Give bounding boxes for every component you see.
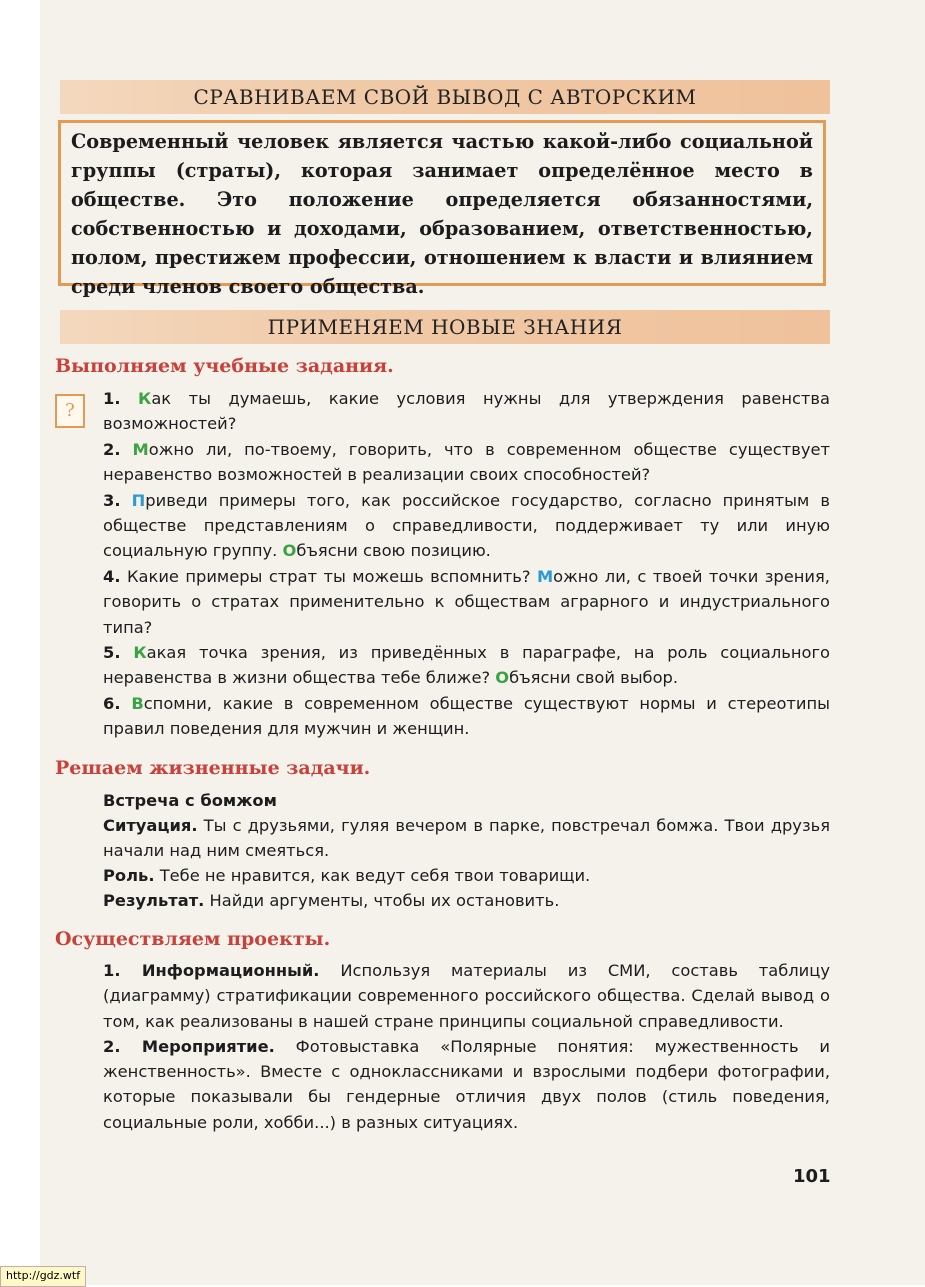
task-item: [103, 386, 830, 437]
project-label: 2. Мероприятие.: [103, 1036, 275, 1056]
task-item: [103, 564, 830, 640]
section-tasks-title: Выполняем учебные задания.: [55, 355, 394, 377]
project-label: 1. Информационный.: [103, 961, 320, 980]
watermark-link[interactable]: http://gdz.wtf: [0, 1266, 86, 1287]
project-item: [103, 1034, 830, 1135]
page-margin: [0, 0, 40, 1285]
section-projects-title: Осуществляем проекты.: [55, 928, 331, 950]
task-initial: П: [131, 490, 146, 510]
header-band-apply: ПРИМЕНЯЕМ НОВЫЕ ЗНАНИЯ: [60, 310, 830, 344]
author-conclusion-box: Современный человек является частью какой-либо социальной группы (страты), которая занимает определённое место в обществе. Это положение определяется обязанностями, собственностью и доходами, образованием, ответственностью, полом, престижем профессии, отношением к власти и влиянием среди членов своего общества.: [58, 120, 826, 286]
task-text-second: ожно ли, с твоей точки зрения, говорить о стратах применительно к обществам аграрного и индустриального типа?: [103, 566, 830, 637]
story-title: Встреча с бомжом: [103, 791, 277, 810]
task-number: 1.: [103, 389, 121, 408]
task-initial-second: О: [495, 668, 510, 688]
situation-text: Ты с друзьями, гуляя вечером в парке, повстречал бомжа. Твои друзья начали над ним смеяться.: [103, 816, 830, 860]
task-text: ак ты думаешь, какие условия нужны для утверждения равенства возможностей?: [103, 389, 830, 434]
task-number: 2.: [103, 439, 121, 459]
task-item: [103, 437, 830, 488]
page-number: 101: [793, 1166, 831, 1187]
project-list: [103, 958, 830, 1135]
task-text: риведи примеры того, как российское государство, согласно принятым в обществе представлениям о справедливости, поддерживает ту или иную социальную группу.: [103, 490, 830, 561]
task-initial: М: [132, 439, 149, 459]
task-initial: В: [131, 693, 144, 713]
task-initial-second: О: [282, 541, 297, 561]
task-list: [103, 386, 830, 742]
task-initial: К: [138, 389, 152, 408]
task-text-second: бъясни свою позицию.: [296, 541, 491, 561]
question-icon: ?: [55, 394, 85, 428]
life-situation: [103, 788, 830, 913]
project-item: [103, 958, 830, 1034]
role-text: Тебе не нравится, как ведут себя твои товарищи.: [154, 866, 591, 885]
task-text: Какие примеры страт ты можешь вспомнить?: [126, 566, 537, 586]
task-initial: К: [133, 643, 147, 663]
project-text: Используя материалы из СМИ, составь таблицу (диаграмму) стратификации современного российского общества. Сделай вывод о том, как реализованы в нашей стране принципы социальной справедливости.: [103, 961, 830, 1031]
task-text-second: бъясни свой выбор.: [509, 668, 679, 688]
task-item: [103, 691, 830, 742]
section-life-title: Решаем жизненные задачи.: [55, 757, 371, 779]
task-number: 3.: [103, 490, 121, 510]
story-role: [103, 863, 830, 888]
project-text: Фотовыставка «Полярные понятия: мужественность и женственность». Вместе с одноклассниками и взрослыми подбери фотографии, которые показывали бы гендерные отличия двух полов (стиль поведения, социальные роли, хобби...) в разных ситуациях.: [103, 1036, 830, 1132]
story-situation: [103, 813, 830, 863]
task-number: 5.: [103, 643, 121, 663]
task-initial-second: М: [536, 566, 554, 586]
result-text: Найди аргументы, чтобы их остановить.: [204, 891, 560, 910]
task-number: 4.: [103, 566, 121, 586]
header-band-compare: СРАВНИВАЕМ СВОЙ ВЫВОД С АВТОРСКИМ: [60, 80, 830, 114]
result-label: Результат.: [103, 891, 205, 910]
task-text: спомни, какие в современном обществе существуют нормы и стереотипы правил поведения для мужчин и женщин.: [103, 693, 830, 739]
situation-label: Ситуация.: [103, 816, 198, 835]
task-item: [103, 640, 830, 691]
task-text: акая точка зрения, из приведённых в параграфе, на роль социального неравенства в жизни общества тебе ближе?: [103, 643, 830, 688]
task-text: ожно ли, по-твоему, говорить, что в современном обществе существует неравенство возможностей в реализации своих способностей?: [103, 439, 830, 485]
role-label: Роль.: [103, 866, 155, 885]
story-result: [103, 888, 830, 913]
task-number: 6.: [103, 693, 121, 713]
task-item: [103, 488, 830, 564]
